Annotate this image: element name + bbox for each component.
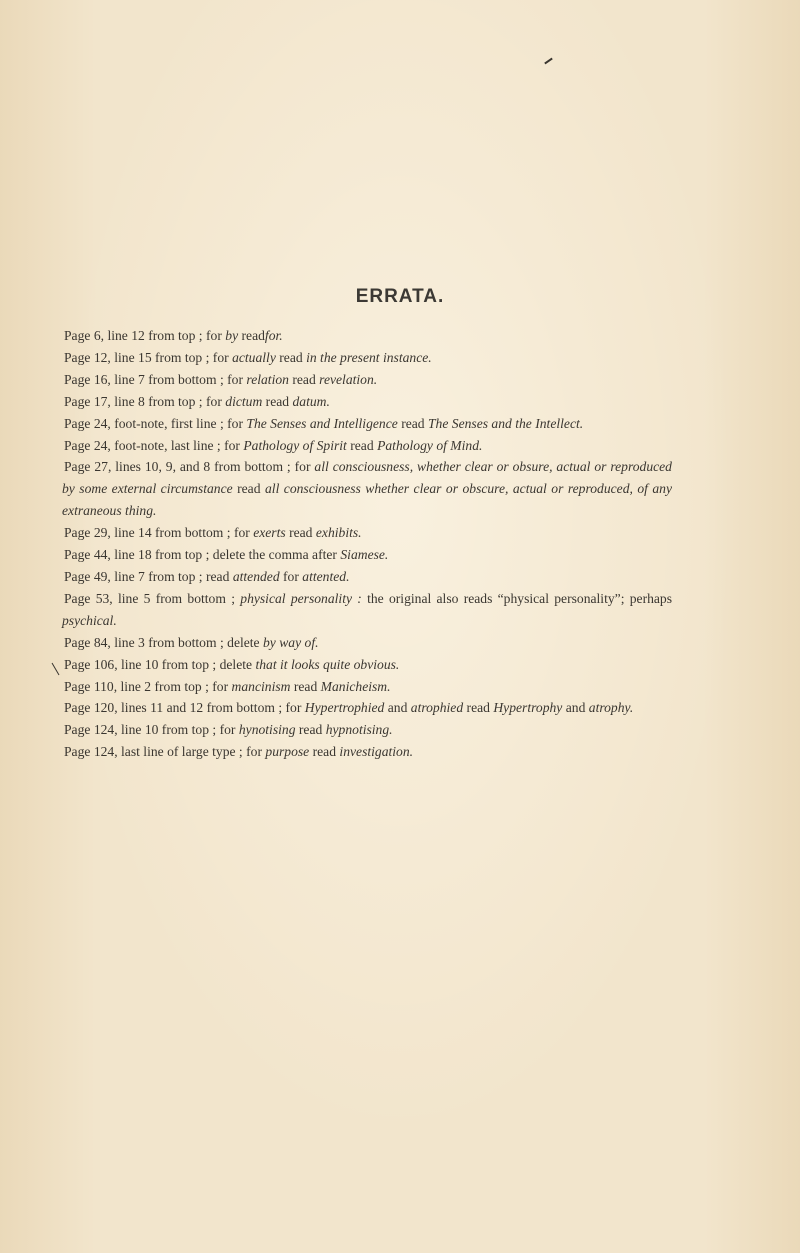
errata-entry: Page 12, line 15 from top ; for actually read in the present instance. [64,349,432,365]
errata-entry: Page 29, line 14 from bottom ; for exerts read exhibits. [64,525,362,541]
errata-entry: Page 53, line 5 from bottom ; physical personality : the original also reads “physical personality”; perhaps psychical. [62,590,673,628]
errata-entry: Page 24, foot-note, first line ; for The Senses and Intelligence read The Senses and the Intellect. [64,415,584,431]
errata-entry: Page 84, line 3 from bottom ; delete by way of. [64,634,319,650]
ink-speck [52,663,60,676]
errata-entry: Page 27, lines 10, 9, and 8 from bottom ; for all consciousness, whether clear or obsure, actual or reproduced by some external circumstance read all consciousness whether clear or obscure, actual or reproduced, of any extraneous thing. [62,459,673,519]
page-title: ERRATA. [355,286,445,307]
errata-entry: Page 6, line 12 from top ; for by readfor. [64,328,283,343]
errata-entry: Page 106, line 10 from top ; delete that it looks quite obvious. [64,656,400,672]
errata-entry: Page 17, line 8 from top ; for dictum read datum. [64,393,330,409]
errata-entry: Page 44, line 18 from top ; delete the comma after Siamese. [64,547,389,563]
errata-list [62,325,672,763]
errata-entry: Page 49, line 7 from top ; read attended for attented. [64,568,350,584]
errata-entry: Page 124, line 10 from top ; for hynotising read hypnotising. [64,722,393,738]
ink-speck [544,58,553,65]
errata-entry: Page 16, line 7 from bottom ; for relation read revelation. [64,371,378,387]
errata-entry: Page 124, last line of large type ; for purpose read investigation. [64,744,414,760]
errata-entry: Page 110, line 2 from top ; for mancinism read Manicheism. [64,678,391,694]
errata-entry: Page 24, foot-note, last line ; for Pathology of Spirit read Pathology of Mind. [64,437,483,453]
errata-entry: Page 120, lines 11 and 12 from bottom ; for Hypertrophied and atrophied read Hypertrophy and atrophy. [64,700,634,716]
